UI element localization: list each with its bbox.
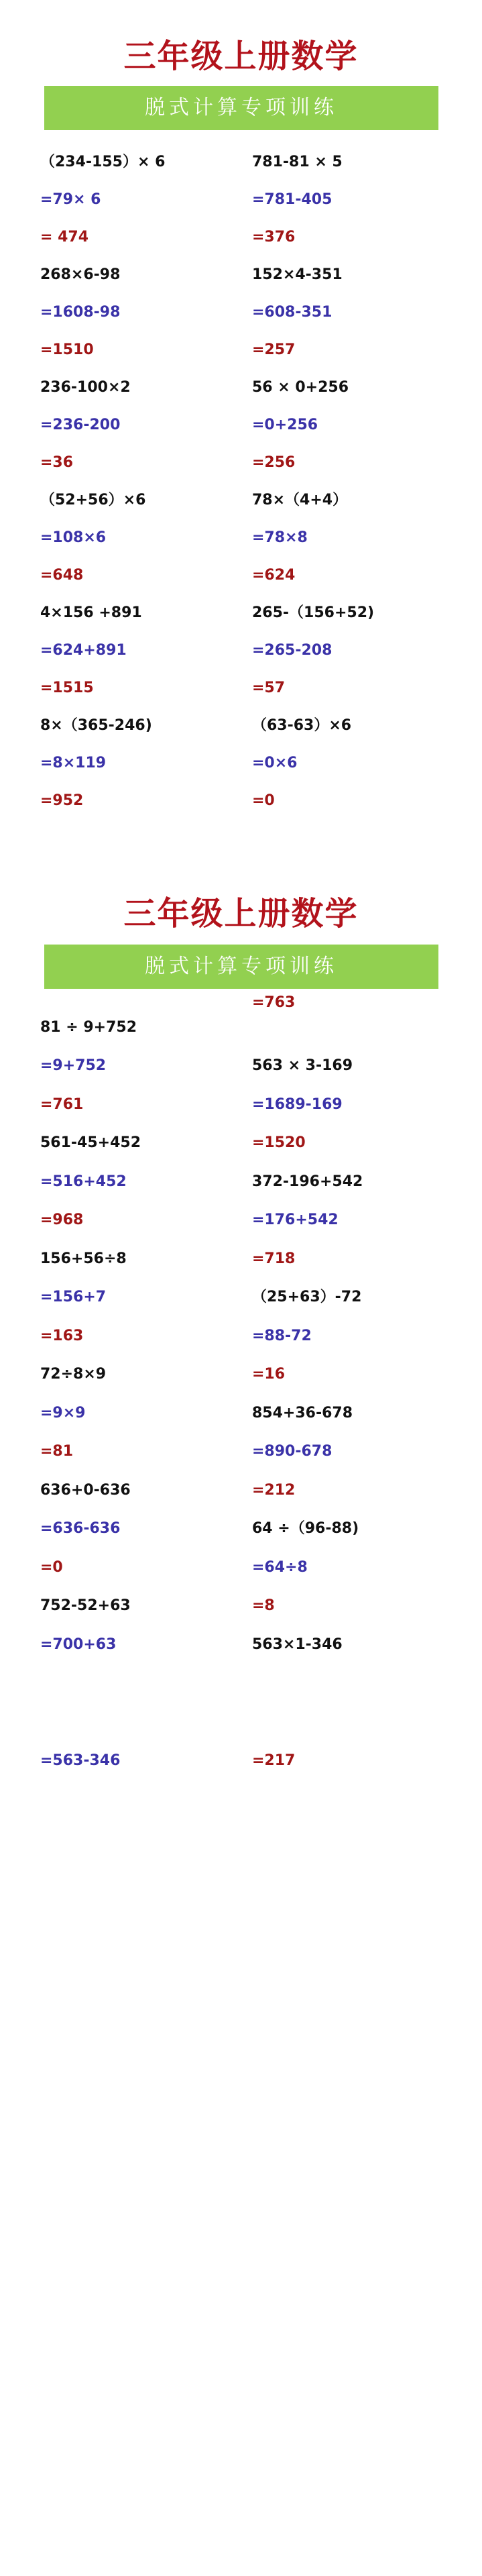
sheet1-left-problem-1: （234-155）× 6 (40, 154, 166, 170)
sheet2-left-problem-3: 156+56÷8 (40, 1250, 127, 1267)
sheet2-right-answer-3: =16 (252, 1366, 286, 1383)
sheet2-right-step-2: =176+542 (252, 1212, 339, 1228)
sheet1-left-problem-3: 236-100×2 (40, 379, 131, 396)
sheet2-left-answer-5: =0 (40, 1559, 63, 1576)
sheet1-left-problem-2: 268×6-98 (40, 266, 121, 283)
sheet1-right-answer-2: =257 (252, 341, 296, 358)
sheet2-right-problem-3: （25+63）-72 (252, 1289, 362, 1305)
sheet1-left-step-5: =624+891 (40, 642, 127, 659)
sheet2-title: 三年级上册数学 (123, 895, 359, 932)
sheet2-right-problem-1: 563 × 3-169 (252, 1057, 353, 1074)
sheet1-left-answer-2: =1510 (40, 341, 94, 358)
sheet2-right-answer-4: =212 (252, 1482, 296, 1499)
sheet2-left-problem-2: 561-45+452 (40, 1134, 141, 1151)
sheet1-right-step-3: =0+256 (252, 417, 318, 433)
sheet2-right-problem-6: 563×1-346 (252, 1636, 343, 1653)
sheet2-right-answer-6: =217 (252, 1752, 296, 1769)
sheet1-right-answer-3: =256 (252, 454, 296, 471)
sheet2-left-step-1: =9+752 (40, 1057, 107, 1074)
sheet1-left-answer-4: =648 (40, 567, 84, 584)
sheet2-left-answer-4: =81 (40, 1443, 74, 1460)
sheet1-right-step-1: =781-405 (252, 191, 333, 208)
sheet1-left-problem-4: （52+56）×6 (40, 492, 146, 508)
sheet2-right-answer-1: =1520 (252, 1134, 306, 1151)
sheet1-left-problem-6: 8×（365-246) (40, 717, 152, 734)
sheet2-left-step-3: =156+7 (40, 1289, 107, 1305)
sheet1-right-problem-5: 265-（156+52) (252, 604, 375, 621)
sheet2-right-problem-4: 854+36-678 (252, 1405, 353, 1421)
sheet1-right-answer-6: =0 (252, 792, 275, 809)
sheet1-right-answer-4: =624 (252, 567, 296, 584)
sheet2-left-problem-4: 72÷8×9 (40, 1366, 107, 1383)
sheet2-left-step-4: =9×9 (40, 1405, 86, 1421)
sheet1-left-step-2: =1608-98 (40, 304, 121, 321)
sheet2-left-problem-6: 752-52+63 (40, 1597, 131, 1614)
sheet1-right-step-2: =608-351 (252, 304, 333, 321)
sheet1-left-step-4: =108×6 (40, 529, 107, 546)
sheet1-right-problem-1: 781-81 × 5 (252, 154, 343, 170)
sheet2-left-step-7: =563-346 (40, 1752, 121, 1769)
sheet2-left-answer-3: =163 (40, 1328, 84, 1344)
sheet1-right-problem-6: （63-63）×6 (252, 717, 352, 734)
sheet1-right-problem-4: 78×（4+4） (252, 492, 348, 508)
sheet2-right-answer-2: =718 (252, 1250, 296, 1267)
sheet1-right-problem-2: 152×4-351 (252, 266, 343, 283)
sheet2-right-step-5: =64÷8 (252, 1559, 308, 1576)
sheet1-right-answer-1: =376 (252, 229, 296, 246)
sheet1-left-answer-3: =36 (40, 454, 74, 471)
sheet2-right-problem-2: 372-196+542 (252, 1173, 363, 1190)
sheet2-right-top-answer: =763 (252, 994, 296, 1011)
sheet1-right-step-5: =265-208 (252, 642, 333, 659)
sheet1-right-step-6: =0×6 (252, 755, 298, 771)
sheet2-right-problem-5: 64 ÷（96-88) (252, 1520, 359, 1537)
sheet1-right-answer-5: =57 (252, 680, 286, 696)
sheet2-left-step-2: =516+452 (40, 1173, 127, 1190)
sheet1-left-step-1: =79× 6 (40, 191, 101, 208)
sheet2-left-answer-2: =968 (40, 1212, 84, 1228)
sheet2-left-step-5: =636-636 (40, 1520, 121, 1537)
sheet1-title: 三年级上册数学 (123, 38, 359, 75)
sheet1-right-problem-3: 56 × 0+256 (252, 379, 349, 396)
sheet1-left-answer-5: =1515 (40, 680, 94, 696)
sheet1-left-problem-5: 4×156 +891 (40, 604, 142, 621)
sheet2-left-step-6: =700+63 (40, 1636, 117, 1653)
sheet1-subtitle-banner: 脱式计算专项训练 (44, 86, 438, 130)
sheet2-right-answer-5: =8 (252, 1597, 275, 1614)
sheet2-left-problem-1: 81 ÷ 9+752 (40, 1019, 137, 1036)
sheet2-right-step-1: =1689-169 (252, 1096, 343, 1113)
sheet2-subtitle-banner: 脱式计算专项训练 (44, 945, 438, 989)
sheet1-left-answer-1: = 474 (40, 229, 89, 246)
sheet1-left-answer-6: =952 (40, 792, 84, 809)
sheet1-right-step-4: =78×8 (252, 529, 308, 546)
sheet2-left-problem-5: 636+0-636 (40, 1482, 131, 1499)
sheet1-left-step-3: =236-200 (40, 417, 121, 433)
sheet2-right-step-3: =88-72 (252, 1328, 312, 1344)
sheet2-right-step-4: =890-678 (252, 1443, 333, 1460)
sheet2-left-answer-1: =761 (40, 1096, 84, 1113)
sheet1-left-step-6: =8×119 (40, 755, 107, 771)
